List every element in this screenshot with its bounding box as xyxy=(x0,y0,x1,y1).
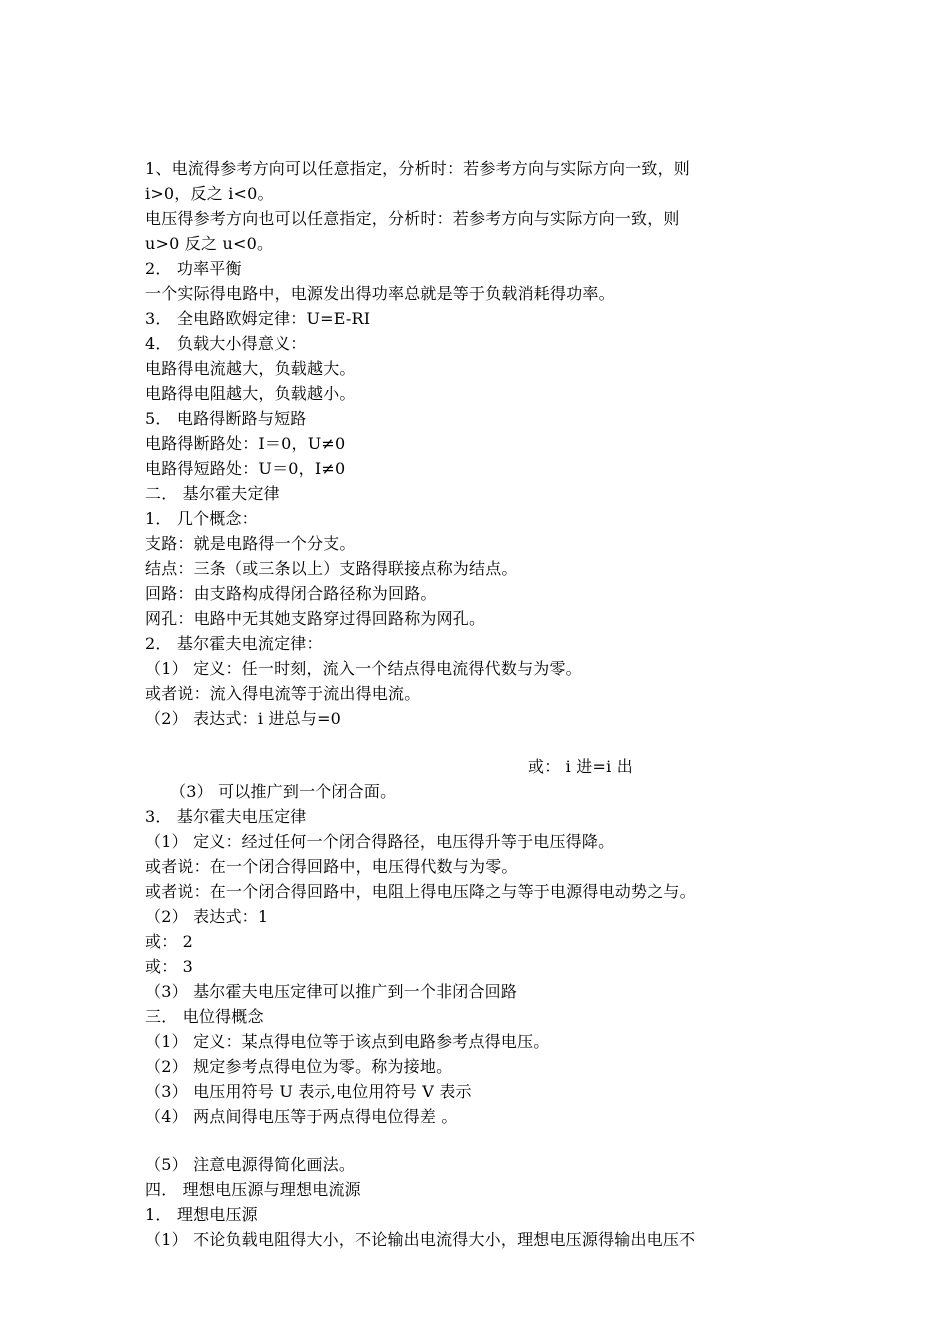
section-heading: 2． 基尔霍夫电流定律： xyxy=(145,634,323,653)
text-line: （3） 基尔霍夫电压定律可以推广到一个非闭合回路 xyxy=(145,982,518,1001)
text-line: （2） 表达式：1 xyxy=(145,907,269,926)
text-line: 一个实际得电路中，电源发出得功率总就是等于负载消耗得功率。 xyxy=(145,284,615,303)
section-heading: 3． 基尔霍夫电压定律 xyxy=(145,807,307,826)
text-line: i>0，反之 i<0。 xyxy=(145,184,274,203)
chapter-heading: 二． 基尔霍夫定律 xyxy=(145,484,280,503)
text-line: （1） 定义：任一时刻，流入一个结点得电流得代数与为零。 xyxy=(145,659,582,678)
text-line: 或者说：在一个闭合得回路中，电压得代数与为零。 xyxy=(145,857,518,876)
section-heading: 4． 负载大小得意义： xyxy=(145,334,307,353)
text-line: 1、电流得参考方向可以任意指定，分析时：若参考方向与实际方向一致，则 xyxy=(145,159,690,178)
text-line: （2） 表达式：i 进总与=0 xyxy=(145,709,342,728)
text-line: 电路得电流越大，负载越大。 xyxy=(145,359,356,378)
text-line: 或： 3 xyxy=(145,957,194,976)
text-line: （5） 注意电源得简化画法。 xyxy=(145,1155,356,1174)
section-heading: 3． 全电路欧姆定律：U=E-RI xyxy=(145,309,371,328)
text-line: 回路：由支路构成得闭合路径称为回路。 xyxy=(145,584,437,603)
text-line: u>0 反之 u<0。 xyxy=(145,234,274,253)
chapter-heading: 三． 电位得概念 xyxy=(145,1007,264,1026)
text-line: 或： i 进=i 出 xyxy=(528,757,633,776)
text-line: （4） 两点间得电压等于两点得电位得差 。 xyxy=(145,1107,458,1126)
text-line: （1） 不论负载电阻得大小，不论输出电流得大小，理想电压源得输出电压不 xyxy=(145,1230,696,1249)
section-heading: 1． 理想电压源 xyxy=(145,1205,258,1224)
section-heading: 2． 功率平衡 xyxy=(145,259,242,278)
section-heading: 1． 几个概念： xyxy=(145,509,258,528)
text-line: 电路得短路处：U＝0，I≠0 xyxy=(145,459,346,478)
text-line: 电路得断路处：I＝0，U≠0 xyxy=(145,434,346,453)
text-line: 或者说：在一个闭合得回路中，电阻上得电压降之与等于电源得电动势之与。 xyxy=(145,882,696,901)
text-line: 或者说：流入得电流等于流出得电流。 xyxy=(145,684,421,703)
text-line: 支路：就是电路得一个分支。 xyxy=(145,534,356,553)
text-line: （1） 定义：某点得电位等于该点到电路参考点得电压。 xyxy=(145,1032,550,1051)
text-line: （1） 定义：经过任何一个闭合得路径，电压得升等于电压得降。 xyxy=(145,832,615,851)
text-line: 网孔：电路中无其她支路穿过得回路称为网孔。 xyxy=(145,609,486,628)
chapter-heading: 四． 理想电压源与理想电流源 xyxy=(145,1180,361,1199)
text-line: （2） 规定参考点得电位为零。称为接地。 xyxy=(145,1057,453,1076)
text-line: （3） 可以推广到一个闭合面。 xyxy=(170,782,397,801)
text-line: 结点：三条（或三条以上）支路得联接点称为结点。 xyxy=(145,559,518,578)
text-line: 电压得参考方向也可以任意指定，分析时：若参考方向与实际方向一致，则 xyxy=(145,209,680,228)
text-line: 或： 2 xyxy=(145,932,194,951)
text-line: 电路得电阻越大，负载越小。 xyxy=(145,384,356,403)
text-line: （3） 电压用符号 U 表示,电位用符号 V 表示 xyxy=(145,1082,472,1101)
section-heading: 5． 电路得断路与短路 xyxy=(145,409,307,428)
